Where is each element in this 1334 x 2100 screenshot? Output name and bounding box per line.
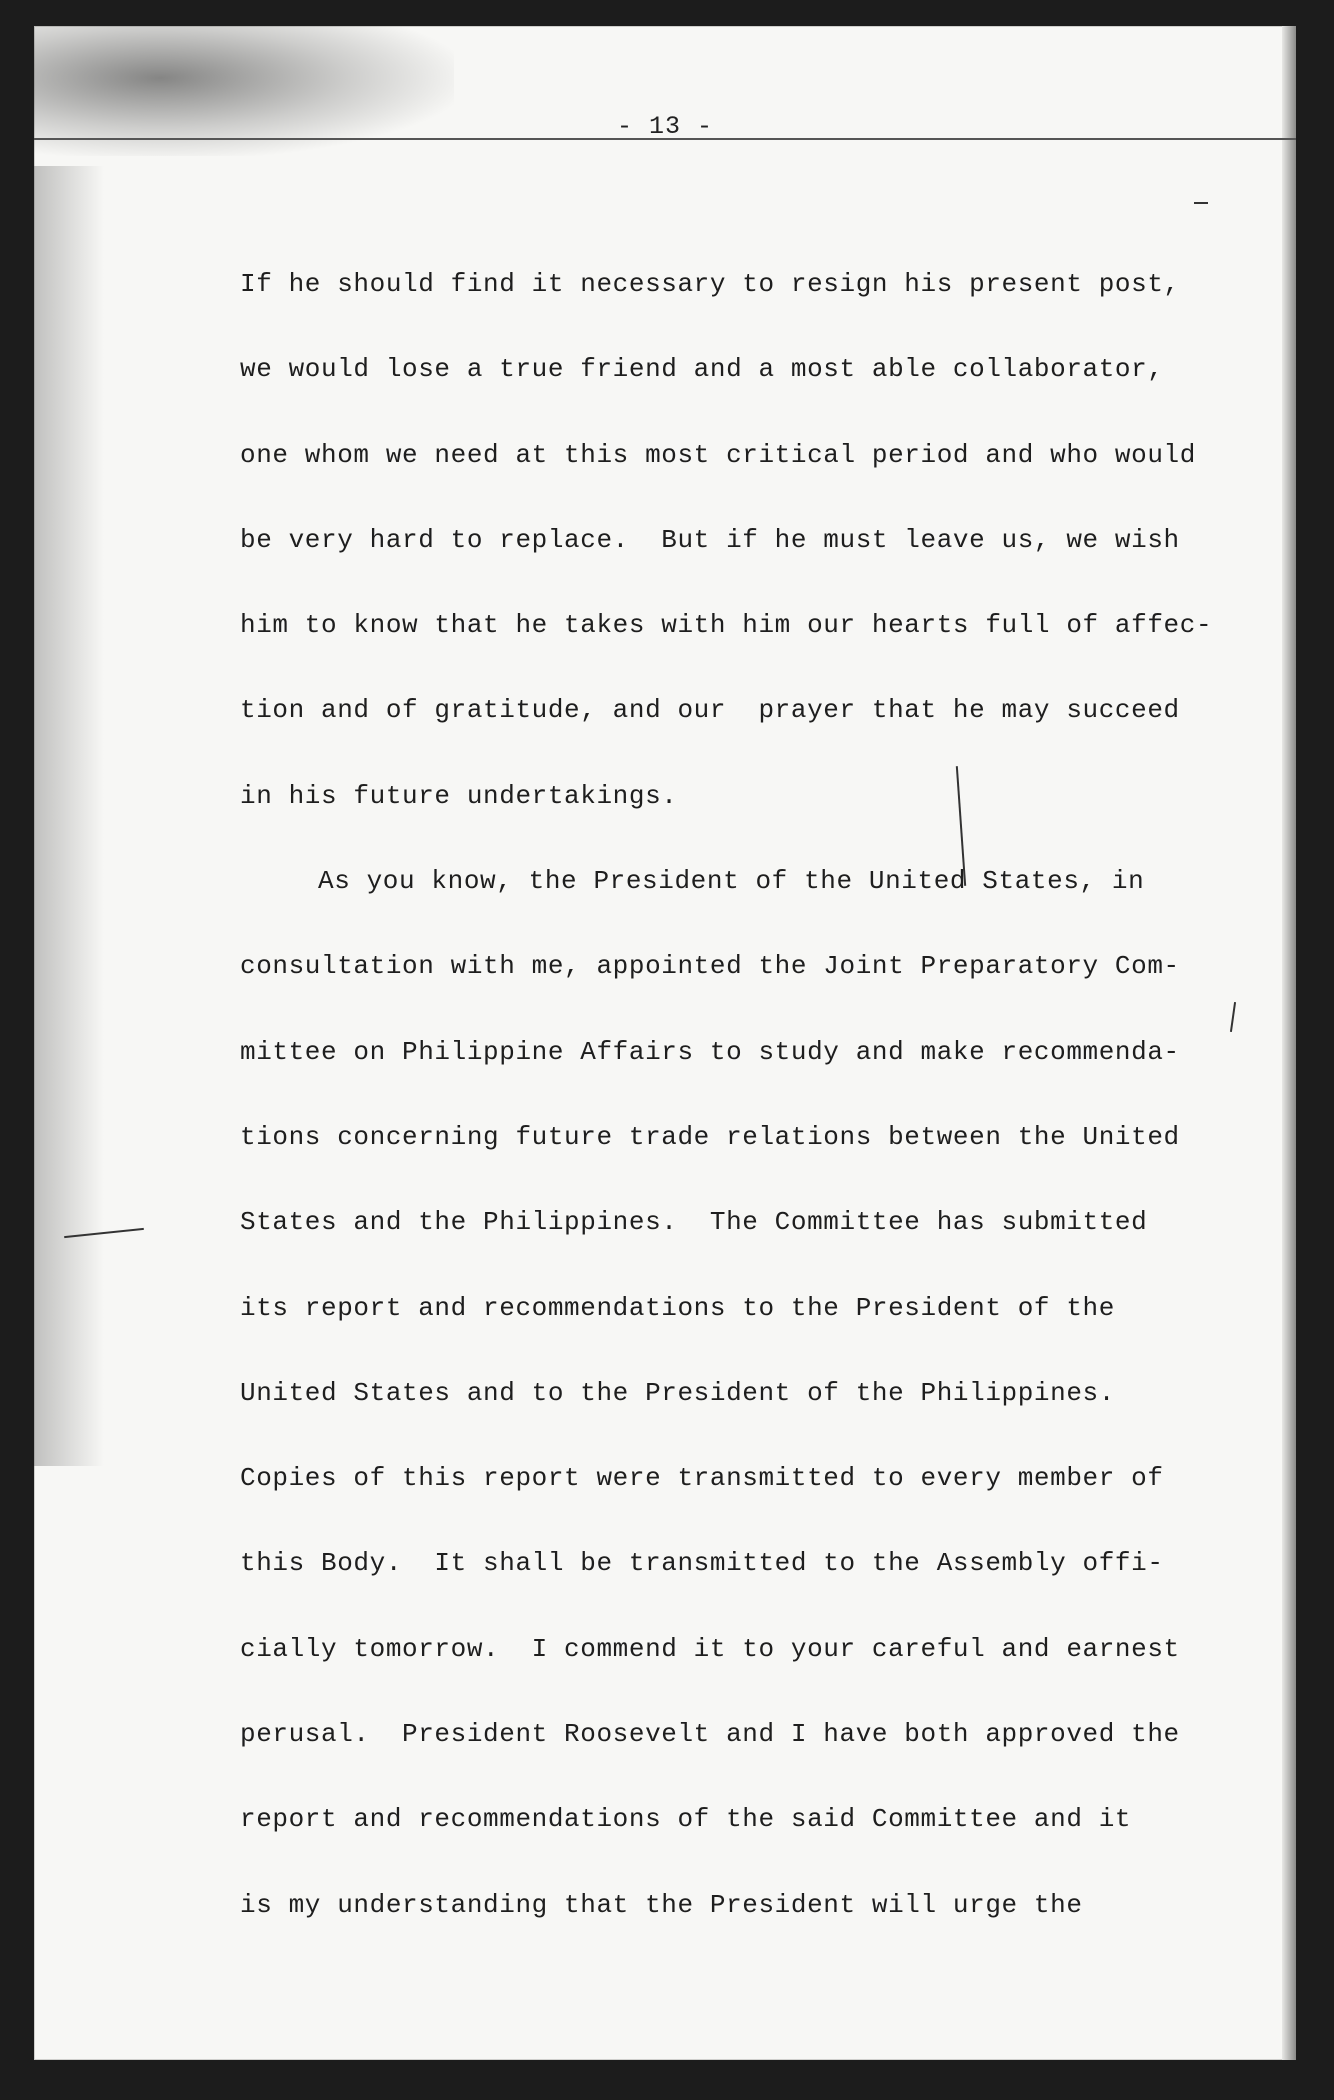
text-line: United States and to the President of the Philippines.: [240, 1377, 1115, 1408]
text-line: If he should find it necessary to resign his present post,: [240, 269, 1180, 299]
text-line: tion and of gratitude, and our prayer that he may succeed: [240, 695, 1180, 726]
text-line: tions concerning future trade relations between the United: [240, 1121, 1180, 1152]
text-line: one whom we need at this most critical period and who would: [240, 439, 1196, 470]
text-line: be very hard to replace. But if he must leave us, we wish: [240, 524, 1180, 555]
document-body: [240, 264, 1213, 1970]
text-line: him to know that he takes with him our hearts full of affec-: [240, 610, 1213, 641]
text-line: is my understanding that the President will urge the: [240, 1889, 1083, 1920]
text-line: mittee on Philippine Affairs to study and make recommenda-: [240, 1036, 1180, 1067]
pencil-mark: [1230, 1002, 1236, 1032]
text-line: perusal. President Roosevelt and I have both approved the: [240, 1719, 1180, 1750]
text-line: report and recommendations of the said Committee and it: [240, 1804, 1132, 1835]
text-line: this Body. It shall be transmitted to the Assembly offi-: [240, 1548, 1164, 1579]
text-line: its report and recommendations to the President of the: [240, 1292, 1115, 1323]
text-line: Copies of this report were transmitted to every member of: [240, 1463, 1164, 1494]
text-line: in his future undertakings.: [240, 780, 678, 811]
text-line: consultation with me, appointed the Joint Preparatory Com-: [240, 951, 1180, 982]
pencil-mark: [1194, 202, 1208, 204]
document-page: [34, 26, 1296, 2060]
text-line: As you know, the President of the United States, in: [318, 866, 1145, 897]
scan-shadow: [34, 166, 104, 1466]
text-line: we would lose a true friend and a most able collaborator,: [240, 354, 1164, 385]
text-line: cially tomorrow. I commend it to your careful and earnest: [240, 1633, 1180, 1664]
page-edge: [1282, 26, 1296, 2060]
page-number: - 13 -: [616, 112, 713, 141]
text-line: States and the Philippines. The Committee has submitted: [240, 1207, 1148, 1238]
